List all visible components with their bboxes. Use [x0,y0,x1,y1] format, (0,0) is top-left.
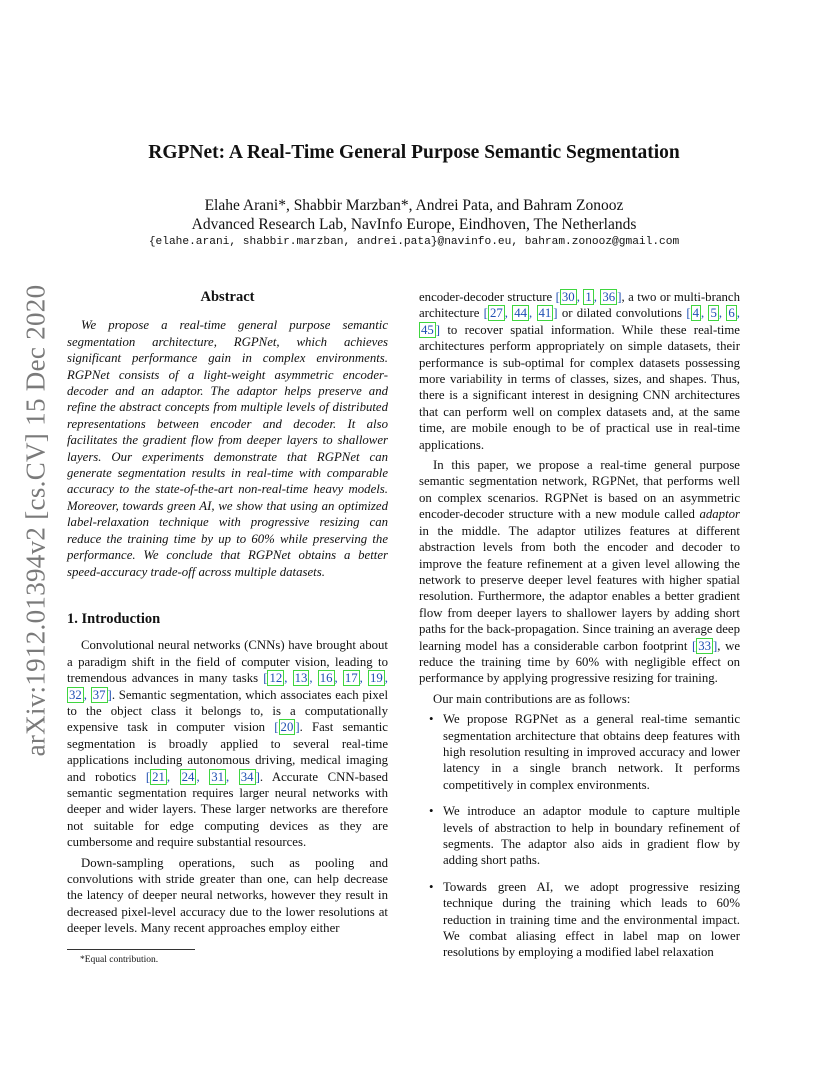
list-item: • Towards green AI, we adopt progressive resizing technique during the training which leads to 60% reduction in training time and the environmental impact. We combat aliasing effect in label map on lower resolutions by employing a modified label relaxation [443,879,740,961]
citation-link[interactable]: 12 [269,671,283,686]
citation-link[interactable]: 1 [585,290,592,304]
citation-link[interactable]: 36 [602,290,616,304]
emails: {elahe.arani, shabbir.marzban, andrei.pata}@navinfo.eu, bahram.zonooz@gmail.com [148,236,680,248]
adaptor-term: adaptor [699,507,740,522]
citation-group: [ 12 , 13 , 16 , 17 , 19 , 32 , 37 ] [69,671,388,702]
citation-link[interactable]: 33 [698,638,712,653]
intro-paragraph-1: Convolutional neural networks (CNNs) have brought about a paradigm shift in the field of computer vision, leading to tremendous advances in many tasks [ 12 , 13 , 16 , 17 , 19 , 32 , 37 ]. Semantic segmentation, which associates each pixel to the object class it belongs to, is a computationally expensive task in computer vision [ 20 ]. Fast semantic segmentation is broadly applied to several real-time applications including autonomous driving, medical imaging and robotics [ 21 , 24 , 31 , 34 ]. Accurate CNN-based semantic segmentation requires larger neural networks with deeper and wider layers. These larger networks are therefore not suitable for edge computing devices as they are cumbersome and require substantial resources. [67,638,389,850]
citation-link[interactable]: 17 [344,671,358,686]
citation-link[interactable]: 27 [489,306,503,321]
affiliation: Advanced Research Lab, NavInfo Europe, Eindhoven, The Netherlands [191,216,637,233]
citation-group: [ 20 ] [274,720,300,735]
citation-link[interactable]: 45 [421,322,434,337]
citation-link[interactable]: 30 [561,290,575,304]
arxiv-id: arXiv:1912.01394v2 [cs.CV] 15 Dec 2020 [20,284,51,756]
citation-link[interactable]: 44 [514,306,528,321]
citation-link[interactable]: 41 [538,306,552,321]
citation-group: [ 21 , 24 , 31 , 34 ] [145,769,260,784]
citation-group: [ 27 , 44 , 41 ] [483,306,558,321]
right-column [419,289,740,971]
list-item: • We introduce an adaptor module to capture multiple levels of abstraction to help in boundary refinement of segments. The adaptor also aids in gradient flow by adding short paths. [443,803,740,869]
paper-title: RGPNet: A Real-Time General Purpose Semantic Segmentation [148,142,680,163]
arxiv-sidebar-stamp [18,282,54,758]
citation-link[interactable]: 6 [728,306,735,321]
intro-paragraph-2: Down-sampling operations, such as pooling and convolutions with stride greater than one, can help decrease the latency of deeper neural networks, however they result in decreased pixel-level accuracy due to the lower resolutions at deeper levels. Many recent approaches employ either [67,855,388,936]
footnote-rule [67,949,195,950]
citation-link[interactable]: 19 [369,671,383,686]
abstract-text: We propose a real-time general purpose semantic segmentation architecture, RGPNet, which achieves significant performance gain in complex environments. RGPNet consists of a light-weight asymmetric encoder-decoder and an adaptor. The adaptor helps preserve and refine the abstract concepts from multiple levels of distributed representations between encoder and decoder. It also facilitates the gradient flow from deeper layers to shallower layers. Our experiments demonstrate that RGPNet can generate segmentation results in real-time with comparable accuracy to the state-of-the-art non-real-time heavy models. Moreover, towards green AI, we show that using an optimized label-relaxation technique with progressive resizing can reduce the training time by up to 60% while preserving the performance. We conclude that RGPNet obtains a better speed-accuracy trade-off across multiple datasets. [67,318,388,579]
citation-group: [ 4 , 5 , 6 , 45 ] [421,306,740,337]
list-item: • We propose RGPNet as a general real-time semantic segmentation architecture that obtains deep features with high resolution resulting in improved accuracy and lower latency in a single branch network. It performs competitively in complex environments. [443,711,740,793]
citation-group: [ 33 ] [691,638,718,653]
authors-line: Elahe Arani*, Shabbir Marzban*, Andrei Pata, and Bahram Zonooz [204,197,624,214]
right-paragraph-2: In this paper, we propose a real-time general purpose semantic segmentation network, RGPNet, that performs well on complex scenarios. RGPNet is based on an asymmetric encoder-decoder structure with a new module called adaptor in the middle. The adaptor utilizes features at different abstraction levels from both the encoder and decoder to improve the feature refinement at a given level allowing the network to preserve deeper level features with higher spatial resolution. Furthermore, the adaptor enables a better gradient flow from deeper layers to shallower layers by adding short paths for the back-propagation. Since training an average deep learning model has a considerable carbon footprint [ 33 ], we reduce the training time by 60% with negligible effect on performance by applying progressive resizing for training. [419,458,740,686]
intro-heading: 1. Introduction [67,610,161,627]
citation-link[interactable]: 13 [294,671,308,686]
citation-link[interactable]: 4 [692,306,699,321]
citation-link[interactable]: 32 [69,687,82,702]
citation-group: [ 30 , 1 , 36 ] [555,290,622,304]
abstract-heading: Abstract [200,289,255,305]
footnote: *Equal contribution. [80,955,159,965]
contributions-intro: Our main contributions are as follows: [433,691,631,706]
citation-link[interactable]: 31 [211,769,224,784]
citation-link[interactable]: 21 [152,769,165,784]
left-column [67,289,388,941]
author-block [0,196,828,234]
citation-link[interactable]: 5 [710,306,717,321]
citation-link[interactable]: 34 [240,769,254,784]
right-paragraph-1: encoder-decoder structure [ 30 , 1 , 36 ], a two or multi-branch architecture [ 27 , 44 , 41 ] or dilated convolutions [ 4 , 5 , 6 , 45 ] to recover spatial information. While these real-time architectures perform appropriately on simple datasets, their performance is sub-optimal for complex datasets possessing more variability in terms of classes, sizes, and shapes. Thus, there is a significant interest in designing CNN architectures that can perform well on complex datasets and, at the same time, are mobile enough to be of practical use in real-time applications. [419,290,741,452]
citation-link[interactable]: 16 [319,671,333,686]
citation-link[interactable]: 20 [280,720,294,735]
citation-link[interactable]: 24 [181,769,195,784]
contributions-list [419,711,740,961]
citation-link[interactable]: 37 [92,687,106,702]
